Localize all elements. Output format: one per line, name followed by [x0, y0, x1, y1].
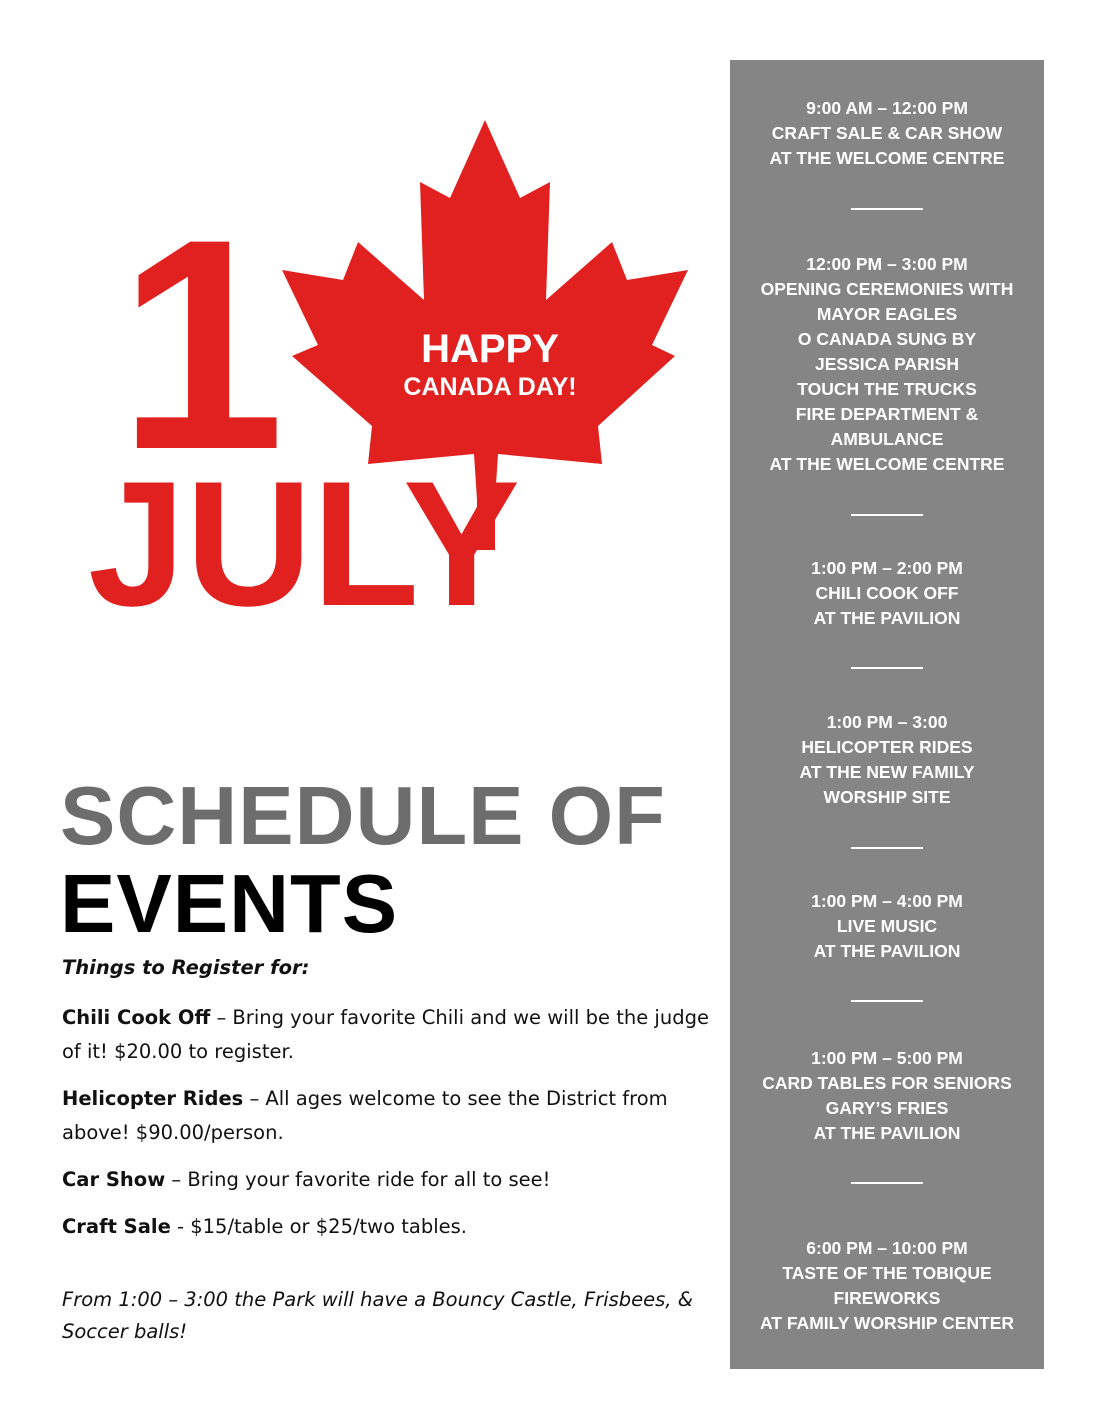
leaf-text-canada-day: CANADA DAY! — [403, 373, 577, 401]
event-line: WORSHIP SITE — [823, 787, 951, 807]
event-line: JESSICA PARISH — [815, 354, 959, 374]
event-line: CARD TABLES FOR SENIORS — [762, 1073, 1012, 1093]
event-line: GARY’S FRIES — [825, 1098, 949, 1118]
event-line: AT THE NEW FAMILY — [799, 762, 975, 782]
event-line: 12:00 PM – 3:00 PM — [806, 254, 968, 274]
event-line: CRAFT SALE & CAR SHOW — [771, 123, 1003, 143]
event-line: AT FAMILY WORSHIP CENTER — [759, 1313, 1015, 1333]
event-line: FIREWORKS — [833, 1288, 941, 1308]
event-line: CHILI COOK OFF — [815, 583, 959, 603]
schedule-panel — [730, 60, 1044, 1369]
schedule-event — [730, 556, 1044, 631]
event-line: O CANADA SUNG BY — [797, 329, 977, 349]
event-line: LIVE MUSIC — [836, 916, 938, 936]
schedule-event — [730, 889, 1044, 964]
leaf-text-happy: HAPPY — [421, 327, 559, 371]
schedule-divider — [851, 847, 923, 849]
event-line: AT THE WELCOME CENTRE — [769, 148, 1005, 168]
park-activities-note: From 1:00 – 3:00 the Park will have a Bouncy Castle, Frisbees, & Soccer balls! — [62, 1288, 693, 1343]
registration-item-name: Car Show — [62, 1168, 166, 1191]
registration-item-name: Helicopter Rides — [62, 1087, 244, 1110]
registration-item — [62, 1210, 722, 1244]
registration-item-text: - $15/table or $25/two tables. — [170, 1215, 468, 1238]
event-line: AT THE PAVILION — [813, 608, 961, 628]
event-line: 1:00 PM – 4:00 PM — [811, 891, 963, 911]
event-line: AT THE PAVILION — [813, 1123, 961, 1143]
event-line: 9:00 AM – 12:00 PM — [806, 98, 968, 118]
event-line: AT THE WELCOME CENTRE — [769, 454, 1005, 474]
canada-day-logo — [0, 0, 720, 640]
event-line: 1:00 PM – 2:00 PM — [811, 558, 963, 578]
schedule-divider — [851, 667, 923, 669]
page-title-line2: EVENTS — [60, 857, 399, 950]
logo-month: JULY — [88, 444, 520, 640]
schedule-divider — [851, 1000, 923, 1002]
event-line: FIRE DEPARTMENT & — [795, 404, 979, 424]
event-line: 1:00 PM – 5:00 PM — [811, 1048, 963, 1068]
schedule-event — [730, 96, 1044, 171]
registration-item-name: Craft Sale — [62, 1215, 171, 1238]
event-line: AMBULANCE — [830, 429, 944, 449]
page-title-line1: SCHEDULE OF — [60, 769, 666, 862]
event-line: TOUCH THE TRUCKS — [797, 379, 977, 399]
registration-section — [62, 956, 722, 1348]
event-line: TASTE OF THE TOBIQUE — [782, 1263, 992, 1283]
schedule-divider — [851, 208, 923, 210]
logo-day: 1 — [118, 176, 285, 512]
registration-item — [62, 1163, 722, 1197]
registration-heading: Things to Register for: — [62, 956, 310, 979]
event-line: OPENING CEREMONIES WITH — [760, 279, 1014, 299]
schedule-event — [730, 1046, 1044, 1146]
registration-item-text: – All ages welcome to see the District from above! $90.00/person. — [62, 1087, 668, 1144]
schedule-divider — [851, 514, 923, 516]
event-line: 6:00 PM – 10:00 PM — [806, 1238, 968, 1258]
event-line: HELICOPTER RIDES — [801, 737, 973, 757]
schedule-event — [730, 710, 1044, 810]
schedule-divider — [851, 1182, 923, 1184]
registration-item-text: – Bring your favorite ride for all to see! — [165, 1168, 551, 1191]
registration-item-name: Chili Cook Off — [62, 1006, 211, 1029]
registration-item — [62, 1001, 722, 1069]
registration-item — [62, 1082, 722, 1150]
schedule-event — [730, 252, 1044, 477]
event-line: MAYOR EAGLES — [816, 304, 958, 324]
registration-item-text: – Bring your favorite Chili and we will be the judge of it! $20.00 to register. — [62, 1006, 709, 1063]
event-line: 1:00 PM – 3:00 — [826, 712, 948, 732]
schedule-event — [730, 1236, 1044, 1336]
event-line: AT THE PAVILION — [813, 941, 961, 961]
